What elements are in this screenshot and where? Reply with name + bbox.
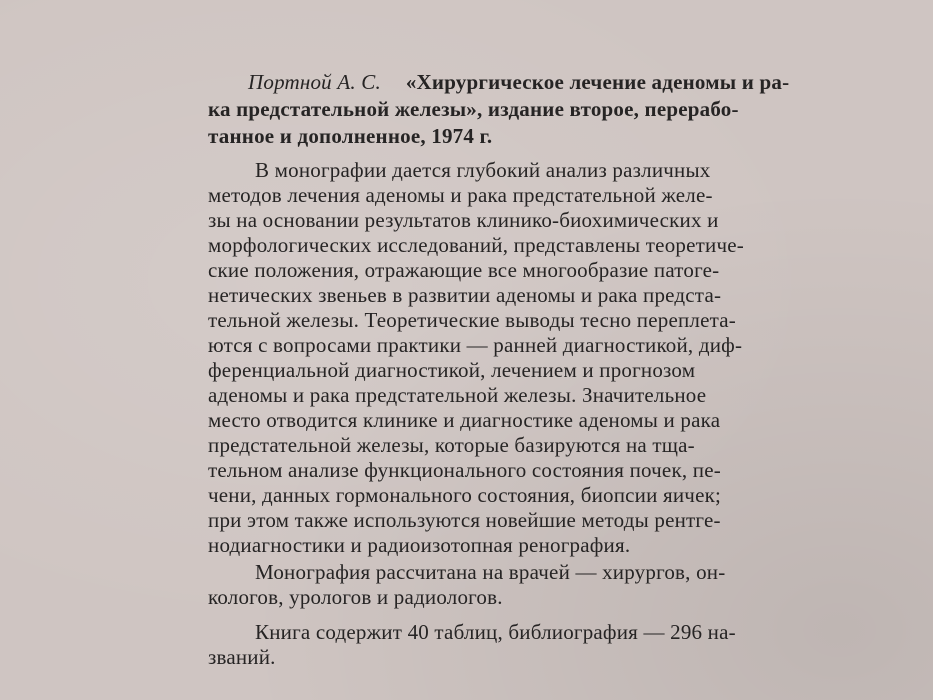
paragraph-1-line: нетических звеньев в развитии аденомы и рака предста- xyxy=(208,283,722,307)
paragraph-1-line: чени, данных гормонального состояния, биопсии яичек; xyxy=(208,483,722,507)
paragraph-1-line: тельной железы. Теоретические выводы тесно переплета- xyxy=(208,308,736,332)
paragraph-1-line: место отводится клинике и диагностике аденомы и рака xyxy=(208,408,721,432)
paragraph-1-line: предстательной железы, которые базируются на тща- xyxy=(208,433,695,457)
paragraph-1-line: ются с вопросами практики — ранней диагностикой, диф- xyxy=(208,333,743,357)
paragraph-3-line: Книга содержит 40 таблиц, библиография — 296 на- xyxy=(255,620,736,644)
book-title-start: «Хирургическое лечение аденомы и ра- xyxy=(405,70,790,94)
paragraph-2-line: Монография рассчитана на врачей — хирургов, он- xyxy=(255,560,726,584)
header-line-1 xyxy=(248,70,789,94)
paragraph-3-line: званий. xyxy=(208,645,276,669)
header-line-3: танное и дополненное, 1974 г. xyxy=(208,124,493,148)
paragraph-1-line: ференциальной диагностикой, лечением и прогнозом xyxy=(208,358,696,382)
paragraph-1-line: при этом также используются новейшие методы рентге- xyxy=(208,508,721,532)
paragraph-1-line: аденомы и рака предстательной железы. Значительное xyxy=(208,383,707,407)
header-line-2: ка предстательной железы», издание второе, перерабо- xyxy=(208,97,739,121)
paragraph-2-line: кологов, урологов и радиологов. xyxy=(208,585,503,609)
paragraph-1-line: морфологических исследований, представлены теоретиче- xyxy=(208,233,744,257)
author-name: Портной А. С. xyxy=(248,70,381,94)
paragraph-1-line: В монографии дается глубокий анализ различных xyxy=(255,158,711,182)
paragraph-1-line: тельном анализе функционального состояния почек, пе- xyxy=(208,458,721,482)
paragraph-1-line: нодиагностики и радиоизотопная ренография. xyxy=(208,533,631,557)
paragraph-1-line: методов лечения аденомы и рака предстательной желе- xyxy=(208,183,713,207)
paragraph-1-line: ские положения, отражающие все многообразие патоге- xyxy=(208,258,720,282)
paragraph-1-line: зы на основании результатов клинико-биохимических и xyxy=(208,208,719,232)
